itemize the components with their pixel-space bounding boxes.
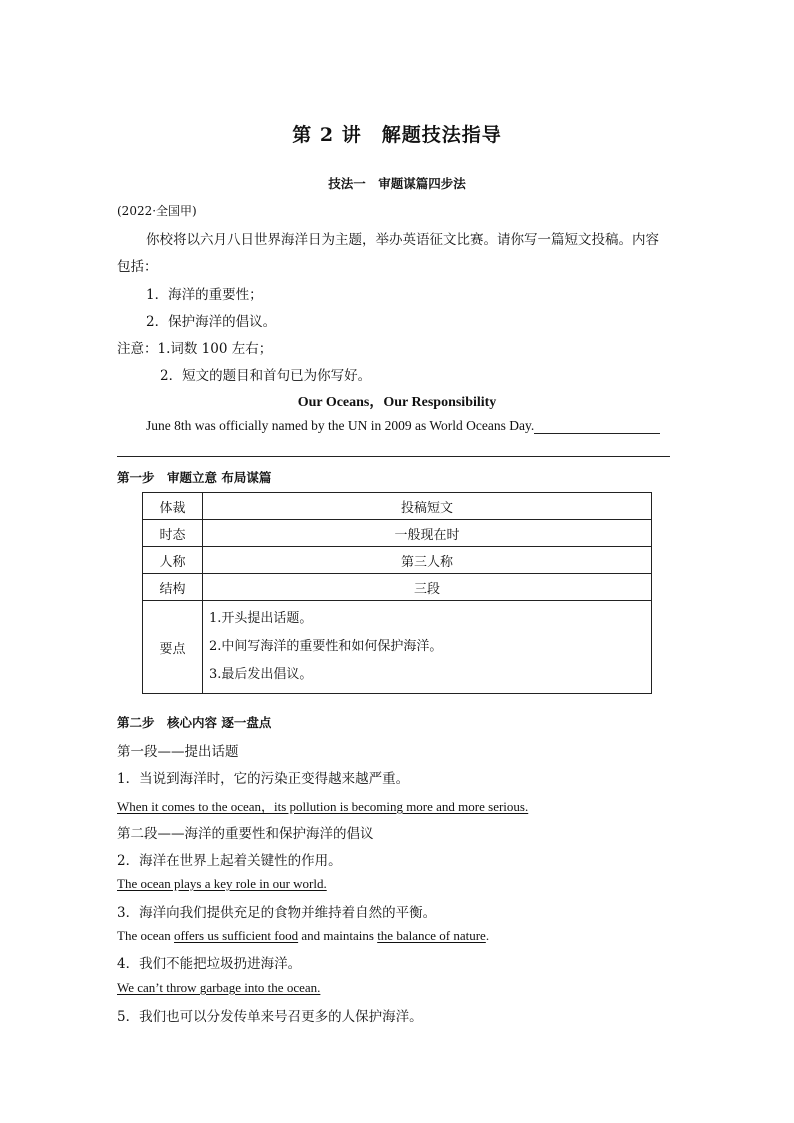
sentence-3-blank-1: offers us sufficient food: [174, 928, 299, 943]
key-point: 3.最后发出倡议。: [209, 667, 313, 682]
sentence-3-en: [117, 928, 489, 944]
writing-blank[interactable]: [534, 419, 660, 434]
note-line-1: 注意：1.词数 100 左右；: [117, 341, 273, 357]
table-key: 人称: [143, 547, 203, 574]
prompt-line-1: 你校将以六月八日世界海洋日为主题，举办英语征文比赛。请你写一篇短文投稿。内容: [146, 232, 659, 248]
sentence-2-en: The ocean plays a key role in our world.: [117, 876, 327, 891]
table-row: [143, 547, 652, 574]
paragraph-2-label: 第二段——海洋的重要性和保护海洋的倡议: [117, 826, 374, 842]
sentence-1-cn: 1．当说到海洋时，它的污染正变得越来越严重。: [117, 771, 410, 787]
sentence-3-cn: 3．海洋向我们提供充足的食物并维持着自然的平衡。: [117, 905, 437, 921]
sentence-3-part: The ocean: [117, 928, 175, 943]
table-key: 时态: [143, 520, 203, 547]
table-row: [143, 520, 652, 547]
table-value: 第三人称: [203, 547, 652, 574]
source-label: (2022·全国甲): [117, 204, 197, 218]
prompt-item-1: 1．海洋的重要性；: [146, 287, 263, 303]
paragraph-1-label: 第一段——提出话题: [117, 744, 239, 760]
sentence-5-cn: 5．我们也可以分发传单来号召更多的人保护海洋。: [117, 1009, 423, 1025]
key-point: 2.中间写海洋的重要性和如何保护海洋。: [209, 639, 443, 654]
section-subtitle: 技法一 审题谋篇四步法: [328, 176, 466, 191]
key-point: 1.开头提出话题。: [209, 611, 313, 626]
sentence-3-part: .: [485, 928, 490, 943]
essay-first-line: [146, 418, 660, 434]
page-title: 第 2 讲 解题技法指导: [292, 124, 502, 146]
table-row: [143, 493, 652, 520]
table-key: 结构: [143, 574, 203, 601]
note-line-2: 2．短文的题目和首句已为你写好。: [160, 368, 372, 384]
table-value: 投稿短文: [203, 493, 652, 520]
prompt-item-2: 2．保护海洋的倡议。: [146, 314, 277, 330]
key-points-cell: [203, 601, 652, 694]
sentence-3-part: and maintains: [298, 928, 378, 943]
table-value: 一般现在时: [203, 520, 652, 547]
prompt-line-2: 包括：: [117, 259, 158, 275]
step2-heading: 第二步 核心内容 逐一盘点: [117, 715, 272, 730]
sentence-2-cn: 2．海洋在世界上起着关键性的作用。: [117, 853, 342, 869]
essay-first-sentence: June 8th was officially named by the UN in 2009 as World Oceans Day.: [146, 418, 535, 433]
sentence-1-en: When it comes to the ocean，its pollution is becoming more and more serious.: [117, 799, 529, 814]
table-value: 三段: [203, 574, 652, 601]
step1-heading: 第一步 审题立意 布局谋篇: [117, 470, 272, 485]
sentence-4-en: We can’t throw garbage into the ocean.: [117, 980, 321, 995]
writing-line[interactable]: [117, 456, 670, 457]
table-row: [143, 574, 652, 601]
sentence-3-blank-2: the balance of nature: [377, 928, 486, 943]
outline-table: [142, 492, 652, 694]
sentence-4-cn: 4．我们不能把垃圾扔进海洋。: [117, 956, 302, 972]
table-key: 体裁: [143, 493, 203, 520]
table-row: [143, 601, 652, 694]
essay-title: Our Oceans，Our Responsibility: [297, 395, 497, 410]
table-key: 要点: [143, 601, 203, 694]
